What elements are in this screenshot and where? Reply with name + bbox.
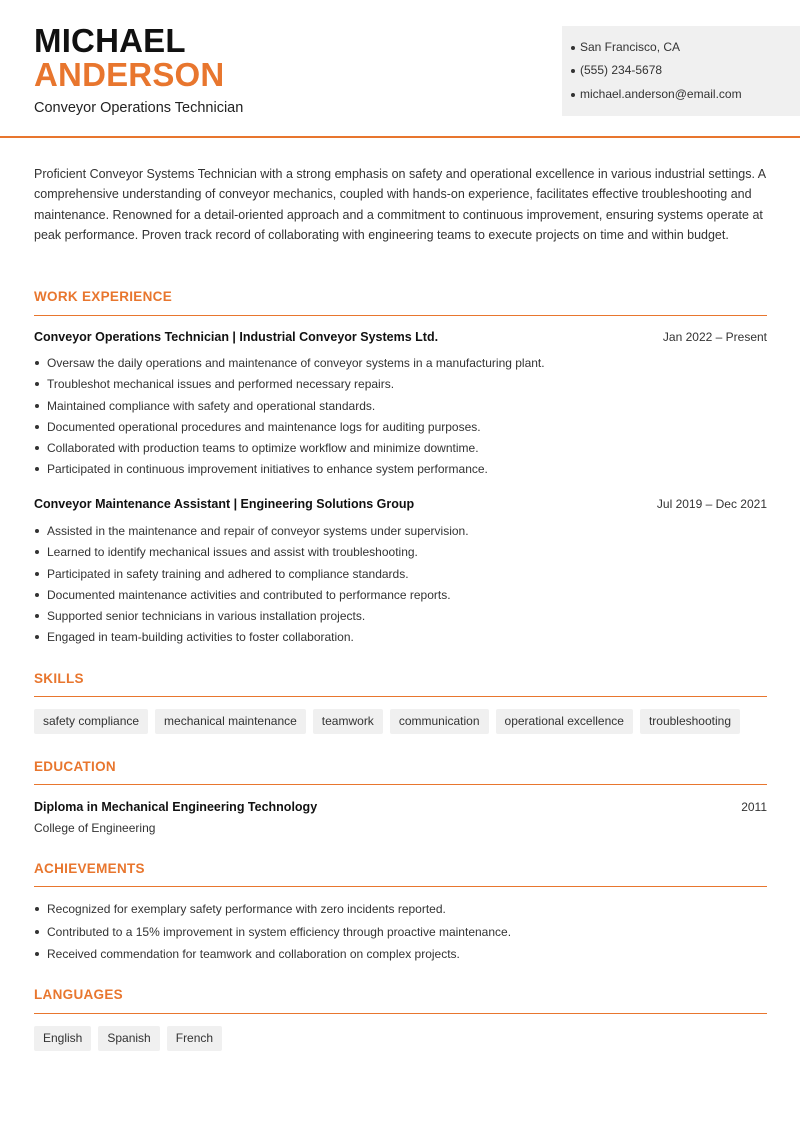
list-item: Engaged in team-building activities to foster collaboration. xyxy=(34,629,767,650)
profile-summary: Proficient Conveyor Systems Technician with a strong emphasis on safety and operational excellence in various industrial settings. A comprehensive understanding of conveyor mechanics, coupled with hands-on experience, facilitates effective troubleshooting and maintenance. Renowned for a detail-oriented approach and a commitment to continuous improvement, ensuring systems operate at peak performance. Proven track record of collaborating with engineering teams to execute projects on time and within budget. xyxy=(34,167,766,243)
achievements-list xyxy=(34,901,767,969)
list-item: Collaborated with production teams to optimize workflow and minimize downtime. xyxy=(34,440,767,461)
education-heading: EDUCATION xyxy=(34,759,116,774)
list-item: Maintained compliance with safety and operational standards. xyxy=(34,398,767,419)
section-divider xyxy=(34,315,767,316)
contact-email: michael.anderson@email.com xyxy=(580,87,742,101)
contact-box xyxy=(562,26,800,116)
resume-header xyxy=(0,0,800,138)
language-chip: English xyxy=(34,1026,91,1051)
list-item: Oversaw the daily operations and maintenance of conveyor systems in a manufacturing plant. xyxy=(34,355,767,376)
job-dates: Jan 2022 – Present xyxy=(662,330,767,344)
education-year: 2011 xyxy=(741,800,767,814)
education-entry-header xyxy=(34,800,767,814)
languages-list xyxy=(34,1026,222,1051)
list-item: Participated in safety training and adhered to compliance standards. xyxy=(34,566,767,587)
list-item: Recognized for exemplary safety performance with zero incidents reported. xyxy=(34,901,767,924)
skills-list xyxy=(34,709,740,734)
skill-chip: communication xyxy=(390,709,489,734)
list-item: Received commendation for teamwork and collaboration on complex projects. xyxy=(34,946,767,969)
list-item: Documented maintenance activities and contributed to performance reports. xyxy=(34,587,767,608)
job-role: Conveyor Maintenance Assistant | Engineering Solutions Group xyxy=(34,497,415,511)
skill-chip: teamwork xyxy=(313,709,383,734)
skill-chip: troubleshooting xyxy=(640,709,740,734)
first-name: MICHAEL xyxy=(34,22,186,59)
job-dates: Jul 2019 – Dec 2021 xyxy=(656,497,767,511)
list-item: Learned to identify mechanical issues and assist with troubleshooting. xyxy=(34,544,767,565)
section-divider xyxy=(34,1013,767,1014)
education-degree: Diploma in Mechanical Engineering Technology xyxy=(34,800,318,814)
list-item: Troubleshot mechanical issues and performed necessary repairs. xyxy=(34,376,767,397)
section-divider xyxy=(34,886,767,887)
job-entry-header xyxy=(34,497,767,511)
section-divider xyxy=(34,784,767,785)
skill-chip: safety compliance xyxy=(34,709,148,734)
job-role: Conveyor Operations Technician | Industrial Conveyor Systems Ltd. xyxy=(34,330,439,344)
contact-phone: (555) 234-5678 xyxy=(580,63,663,77)
skill-chip: mechanical maintenance xyxy=(155,709,306,734)
education-school: College of Engineering xyxy=(34,821,156,835)
work-experience-heading: WORK EXPERIENCE xyxy=(34,289,173,304)
list-item: Contributed to a 15% improvement in system efficiency through proactive maintenance. xyxy=(34,924,767,947)
list-item: Assisted in the maintenance and repair of conveyor systems under supervision. xyxy=(34,523,767,544)
skill-chip: operational excellence xyxy=(496,709,633,734)
language-chip: French xyxy=(167,1026,222,1051)
job-entry-header xyxy=(34,330,767,344)
list-item: Documented operational procedures and maintenance logs for auditing purposes. xyxy=(34,419,767,440)
section-divider xyxy=(34,696,767,697)
languages-heading: LANGUAGES xyxy=(34,987,123,1002)
last-name: ANDERSON xyxy=(34,56,225,93)
list-item: Participated in continuous improvement initiatives to enhance system performance. xyxy=(34,461,767,482)
job-bullets xyxy=(34,355,767,483)
skills-heading: SKILLS xyxy=(34,671,84,686)
list-item: Supported senior technicians in various installation projects. xyxy=(34,608,767,629)
job-bullets xyxy=(34,523,767,651)
job-title: Conveyor Operations Technician xyxy=(34,100,244,116)
language-chip: Spanish xyxy=(98,1026,159,1051)
contact-location: San Francisco, CA xyxy=(580,40,681,54)
achievements-heading: ACHIEVEMENTS xyxy=(34,861,145,876)
